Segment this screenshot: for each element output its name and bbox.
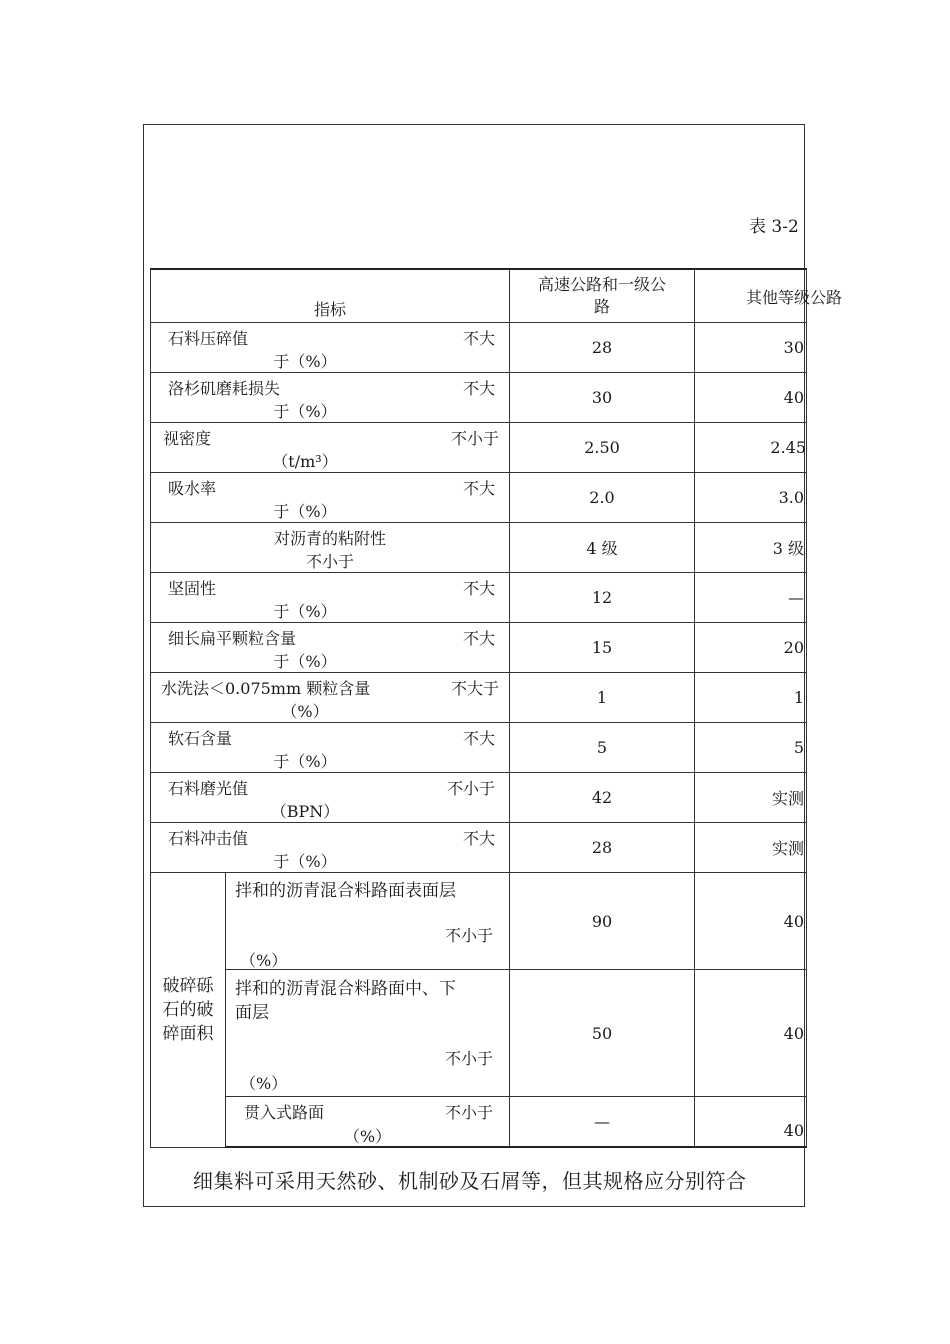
row-value-other: 5 bbox=[695, 723, 807, 773]
row-unit: 于（%） bbox=[273, 502, 337, 521]
row-limit: 不大 bbox=[463, 729, 496, 748]
row-unit: 不小于 bbox=[306, 552, 355, 571]
row-value-other: 3.0 bbox=[695, 473, 807, 523]
header-expressway-line2: 路 bbox=[594, 297, 611, 316]
header-expressway bbox=[510, 269, 695, 323]
row-indicator bbox=[151, 423, 510, 473]
header-expressway-line1: 高速公路和一级公 bbox=[538, 275, 667, 294]
row-unit: （%） bbox=[281, 702, 329, 721]
row-indicator bbox=[151, 573, 510, 623]
row-value-other: 40 bbox=[695, 373, 807, 423]
table-row bbox=[151, 573, 807, 623]
row-indicator bbox=[151, 723, 510, 773]
header-other-roads bbox=[695, 269, 843, 323]
row-name: 吸水率 bbox=[168, 479, 217, 498]
row-value-expressway: 12 bbox=[510, 573, 695, 623]
table-row-group bbox=[151, 873, 807, 970]
row-value-expressway: 30 bbox=[510, 373, 695, 423]
row-value-other: 2.45 bbox=[695, 423, 807, 473]
row-limit: 不大 bbox=[463, 379, 496, 398]
row-name: 软石含量 bbox=[168, 729, 233, 748]
table-row-group bbox=[151, 1097, 807, 1148]
row-unit: 于（%） bbox=[273, 852, 337, 871]
row-indicator bbox=[151, 773, 510, 823]
row-name: 视密度 bbox=[163, 429, 212, 448]
table-number: 表 3-2 bbox=[749, 217, 799, 237]
row-unit: （BPN） bbox=[270, 802, 340, 821]
group-label-line3: 碎面积 bbox=[162, 1023, 214, 1044]
table-row bbox=[151, 473, 807, 523]
row-name: 石料冲击值 bbox=[168, 829, 249, 848]
group-subrow-indicator bbox=[226, 1097, 510, 1148]
row-unit: 于（%） bbox=[273, 652, 337, 671]
row-value-other: 1 bbox=[695, 673, 807, 723]
header-other-roads-text: 其他等级公路 bbox=[746, 287, 843, 307]
table-row bbox=[151, 323, 807, 373]
row-limit: 不小于 bbox=[447, 779, 496, 798]
row-value-expressway: 42 bbox=[510, 773, 695, 823]
row-value-other: 3 级 bbox=[695, 523, 807, 573]
row-indicator bbox=[151, 523, 510, 573]
row-value-expressway: 5 bbox=[510, 723, 695, 773]
row-value-other: 20 bbox=[695, 623, 807, 673]
row-name: 对沥青的粘附性 bbox=[274, 529, 387, 548]
row-name: 细长扁平颗粒含量 bbox=[168, 629, 297, 648]
row-value-expressway: 15 bbox=[510, 623, 695, 673]
row-unit: 于（%） bbox=[273, 602, 337, 621]
group-subrow-indicator bbox=[226, 873, 510, 970]
row-value-other: 实测 bbox=[695, 773, 807, 823]
table-row bbox=[151, 773, 807, 823]
row-value-other: 40 bbox=[695, 1097, 807, 1148]
row-limit: 不大 bbox=[463, 479, 496, 498]
row-indicator bbox=[151, 473, 510, 523]
row-value-expressway: 2.50 bbox=[510, 423, 695, 473]
table-row bbox=[151, 823, 807, 873]
subrow-limit: 不小于 bbox=[445, 1049, 494, 1068]
table-row bbox=[151, 373, 807, 423]
row-value-expressway: — bbox=[510, 1097, 695, 1148]
row-name: 坚固性 bbox=[168, 579, 217, 598]
row-indicator bbox=[151, 673, 510, 723]
subrow-line2: 面层 bbox=[235, 1003, 269, 1023]
table-row bbox=[151, 523, 807, 573]
table-row bbox=[151, 673, 807, 723]
row-limit: 不大 bbox=[463, 329, 496, 348]
row-limit: 不大于 bbox=[451, 679, 500, 698]
table-row bbox=[151, 723, 807, 773]
fine-aggregate-spec-table bbox=[150, 268, 843, 1148]
row-name: 石料磨光值 bbox=[168, 779, 249, 798]
row-name: 洛杉矶磨耗损失 bbox=[168, 379, 281, 398]
row-value-expressway: 2.0 bbox=[510, 473, 695, 523]
row-indicator bbox=[151, 623, 510, 673]
row-value-other: 40 bbox=[695, 970, 807, 1097]
row-value-expressway: 4 级 bbox=[510, 523, 695, 573]
row-unit: （t/m³） bbox=[272, 452, 338, 471]
body-paragraph: 细集料可采用天然砂、机制砂及石屑等，但其规格应分别符合 bbox=[193, 1169, 747, 1193]
table-header-row bbox=[151, 269, 807, 323]
row-value-expressway: 1 bbox=[510, 673, 695, 723]
group-subrow-indicator bbox=[226, 970, 510, 1097]
table-row bbox=[151, 623, 807, 673]
subrow-line1: 贯入式路面 bbox=[244, 1103, 325, 1122]
row-name: 水洗法＜0.075mm 颗粒含量 bbox=[161, 679, 371, 698]
row-value-other: 40 bbox=[695, 873, 807, 970]
row-indicator bbox=[151, 823, 510, 873]
row-value-other: 实测 bbox=[695, 823, 807, 873]
subrow-limit: 不小于 bbox=[445, 926, 494, 945]
row-unit: 于（%） bbox=[273, 752, 337, 771]
row-value-other: 30 bbox=[695, 323, 807, 373]
table-row bbox=[151, 423, 807, 473]
row-indicator bbox=[151, 373, 510, 423]
subrow-unit: （%） bbox=[240, 1074, 288, 1093]
row-value-expressway: 28 bbox=[510, 323, 695, 373]
subrow-unit: （%） bbox=[343, 1127, 392, 1146]
row-limit: 不大 bbox=[463, 829, 496, 848]
row-value-expressway: 28 bbox=[510, 823, 695, 873]
row-indicator bbox=[151, 323, 510, 373]
row-limit: 不大 bbox=[463, 629, 496, 648]
row-limit: 不小于 bbox=[451, 429, 500, 448]
subrow-limit: 不小于 bbox=[445, 1103, 494, 1122]
header-indicator: 指标 bbox=[151, 269, 510, 323]
group-label-line1: 破碎砾 bbox=[162, 975, 214, 996]
row-value-expressway: 90 bbox=[510, 873, 695, 970]
subrow-unit: （%） bbox=[240, 951, 288, 970]
subrow-line1: 拌和的沥青混合料路面中、下 bbox=[235, 979, 456, 999]
row-unit: 于（%） bbox=[273, 352, 337, 371]
table-row-group bbox=[151, 970, 807, 1097]
row-limit: 不大 bbox=[463, 579, 496, 598]
row-value-other: — bbox=[695, 573, 807, 623]
subrow-line1: 拌和的沥青混合料路面表面层 bbox=[235, 881, 456, 901]
group-label bbox=[151, 873, 226, 1148]
row-unit: 于（%） bbox=[273, 402, 337, 421]
row-name: 石料压碎值 bbox=[168, 329, 249, 348]
group-label-line2: 石的破 bbox=[162, 999, 214, 1020]
row-value-expressway: 50 bbox=[510, 970, 695, 1097]
